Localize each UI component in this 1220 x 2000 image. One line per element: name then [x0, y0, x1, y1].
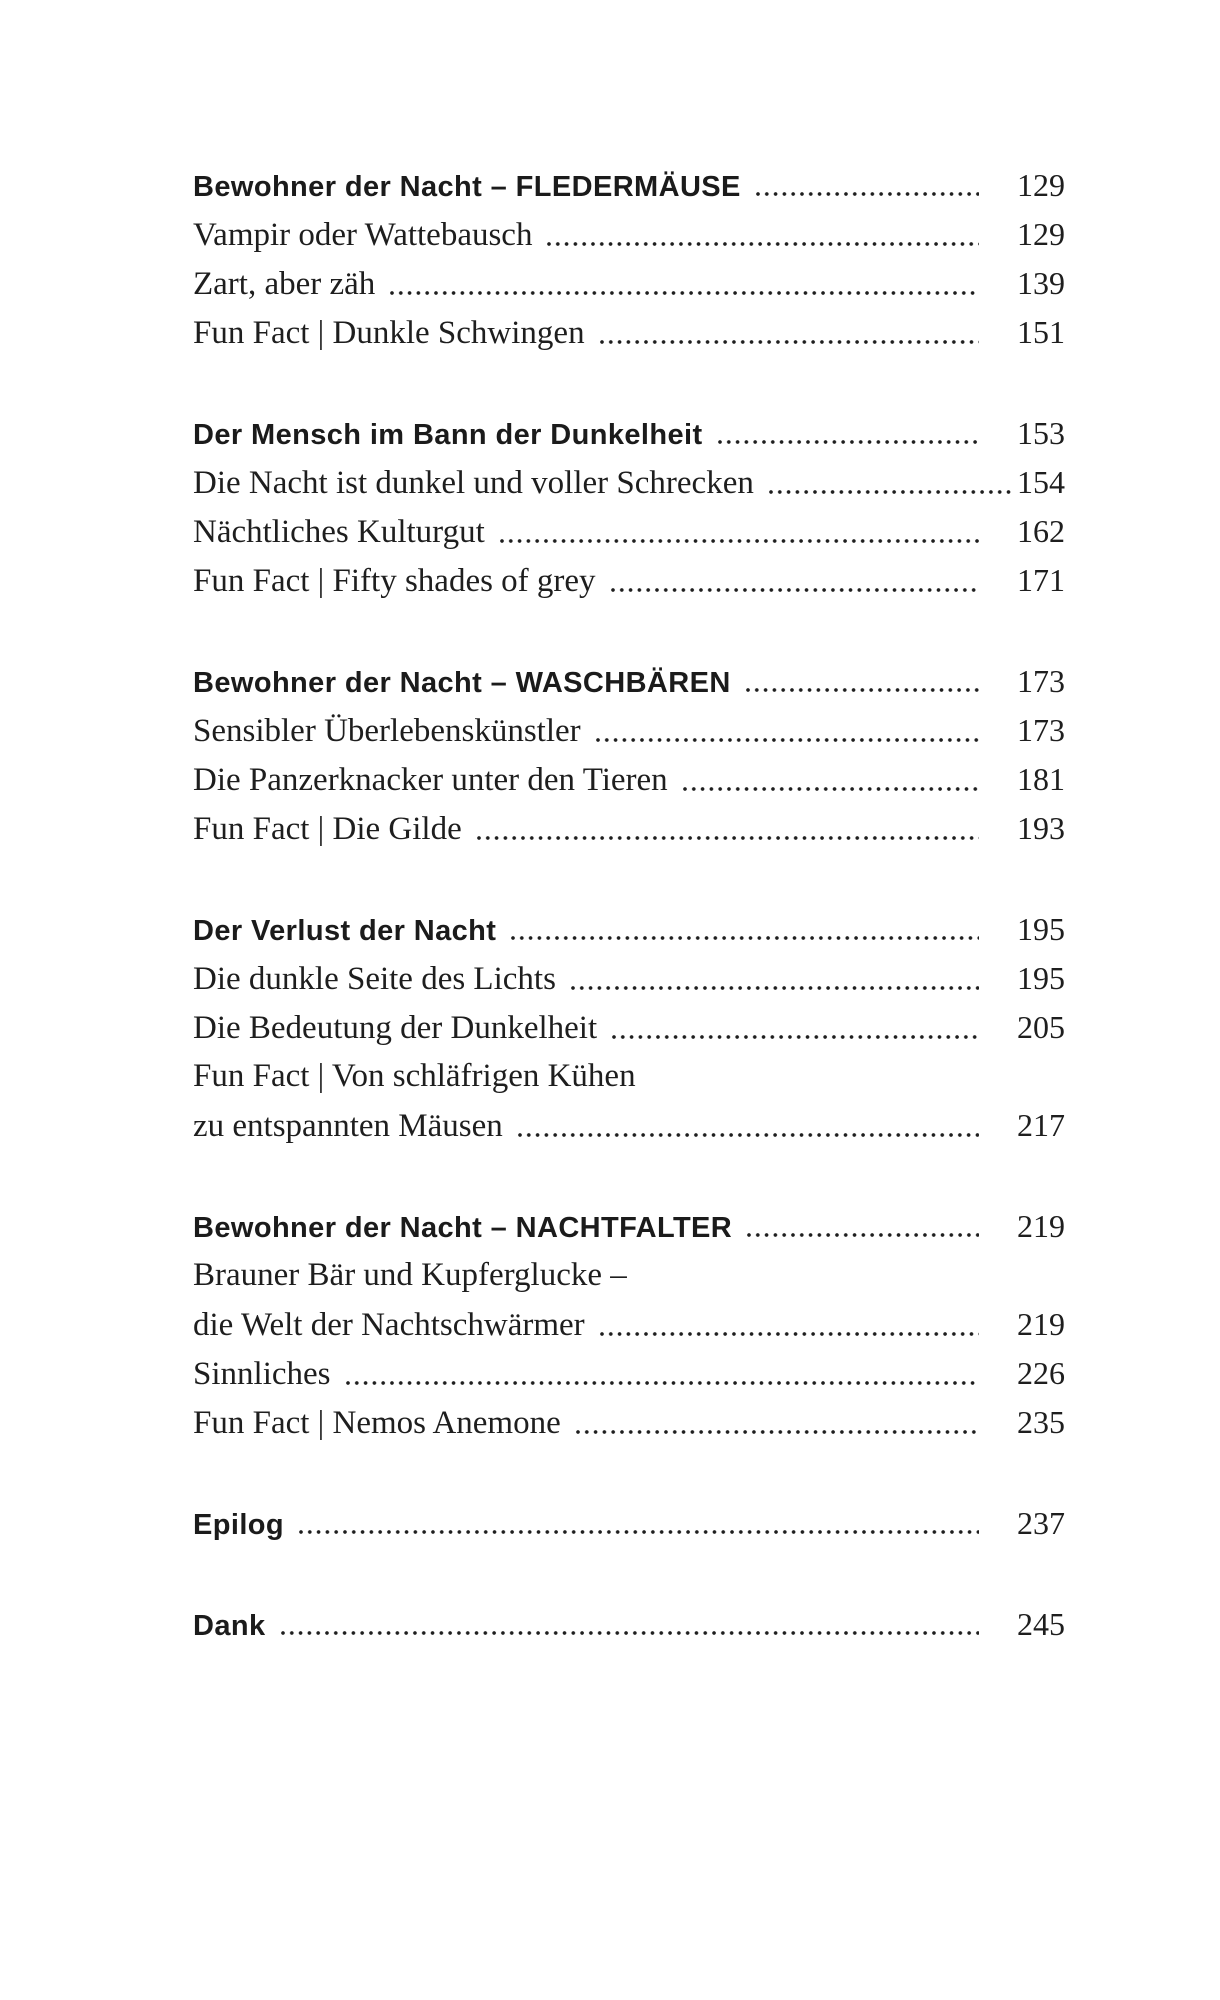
toc-entry — [193, 1003, 1065, 1052]
dotted-leader — [571, 986, 979, 990]
toc-entry-page: 217 — [1017, 1107, 1065, 1143]
toc-entry-label: Dank — [193, 1610, 266, 1642]
toc-entry — [193, 954, 1065, 1003]
dotted-leader — [477, 836, 979, 840]
dotted-leader — [769, 490, 1015, 494]
toc-entry-label: Fun Fact | Die Gilde — [193, 811, 462, 847]
toc-entry-page: 151 — [1017, 314, 1065, 350]
toc-entry-label: Die Panzerknacker unter den Tieren — [193, 762, 668, 798]
toc-entry-label: Bewohner der Nacht – NACHTFALTER — [193, 1212, 733, 1244]
toc-entry-page: 193 — [1017, 810, 1065, 846]
toc-entry — [193, 1101, 1065, 1150]
toc-entry-label: Epilog — [193, 1509, 285, 1541]
toc-entry-page: 173 — [1017, 663, 1065, 699]
toc-entry-label: Zart, aber zäh — [193, 266, 376, 302]
toc-entry-label: Nächtliches Kulturgut — [193, 514, 485, 550]
toc-entry-page: 129 — [1017, 167, 1065, 203]
toc-entry-page: 171 — [1017, 562, 1065, 598]
toc-entry-label: Die Bedeutung der Dunkelheit — [193, 1010, 598, 1046]
toc-section-heading — [193, 161, 1065, 210]
toc-entry-page: 153 — [1017, 415, 1065, 451]
toc-entry — [193, 507, 1065, 556]
toc-entry — [193, 210, 1065, 259]
toc-entry-wrap-line — [193, 1251, 1065, 1300]
toc-entry — [193, 1398, 1065, 1447]
toc-entry-page: 154 — [1017, 464, 1065, 500]
toc-section-heading — [193, 409, 1065, 458]
toc-entry-page: 129 — [1017, 216, 1065, 252]
toc-entry-label: Sinnliches — [193, 1356, 331, 1392]
dotted-leader — [600, 1332, 979, 1336]
toc-section-mensch-im-bann — [193, 409, 1065, 605]
toc-section-verlust-der-nacht — [193, 905, 1065, 1150]
toc-section-dank — [193, 1600, 1065, 1649]
toc-entry-page: 181 — [1017, 761, 1065, 797]
toc-section-fledermaeuse — [193, 161, 1065, 357]
toc-entry-label: Bewohner der Nacht – FLEDERMÄUSE — [193, 171, 741, 203]
toc-entry-page: 237 — [1017, 1505, 1065, 1541]
dotted-leader — [683, 787, 979, 791]
toc-entry — [193, 706, 1065, 755]
toc-entry-label: Bewohner der Nacht – WASCHBÄREN — [193, 667, 731, 699]
toc-entry-label: Fun Fact | Fifty shades of grey — [193, 563, 596, 599]
toc-entry-page: 205 — [1017, 1009, 1065, 1045]
dotted-leader — [518, 1133, 979, 1137]
toc-entry-label: zu entspannten Mäusen — [193, 1108, 503, 1144]
dotted-leader — [346, 1381, 980, 1385]
toc-section-nachtfalter — [193, 1202, 1065, 1447]
toc-entry-page: 245 — [1017, 1606, 1065, 1642]
toc-section-heading — [193, 1499, 1065, 1548]
toc-entry — [193, 308, 1065, 357]
toc-entry-page: 173 — [1017, 712, 1065, 748]
toc-entry — [193, 556, 1065, 605]
toc-entry — [193, 804, 1065, 853]
toc-entry — [193, 259, 1065, 308]
toc-section-heading — [193, 657, 1065, 706]
dotted-leader — [600, 340, 979, 344]
dotted-leader — [511, 936, 979, 940]
toc-entry-label: die Welt der Nachtschwärmer — [193, 1307, 585, 1343]
toc-section-heading — [193, 1202, 1065, 1251]
toc-entry-label: Die Nacht ist dunkel und voller Schrecken — [193, 465, 754, 501]
toc-entry-page: 235 — [1017, 1404, 1065, 1440]
toc-entry-label: Der Verlust der Nacht — [193, 915, 497, 947]
dotted-leader — [756, 192, 979, 196]
dotted-leader — [547, 242, 979, 246]
dotted-leader — [576, 1430, 979, 1434]
toc-entry-label: Brauner Bär und Kupferglucke – — [193, 1257, 627, 1293]
dotted-leader — [611, 588, 979, 592]
toc-entry-label: Vampir oder Wattebausch — [193, 217, 533, 253]
toc-section-epilog — [193, 1499, 1065, 1548]
dotted-leader — [718, 440, 979, 444]
toc-section-waschbaeren — [193, 657, 1065, 853]
toc-entry-label: Die dunkle Seite des Lichts — [193, 961, 556, 997]
toc-entry-page: 219 — [1017, 1306, 1065, 1342]
toc-section-heading — [193, 905, 1065, 954]
toc-entry-page: 195 — [1017, 911, 1065, 947]
toc-entry-page: 162 — [1017, 513, 1065, 549]
dotted-leader — [596, 738, 979, 742]
toc-entry-label: Fun Fact | Dunkle Schwingen — [193, 315, 585, 351]
dotted-leader — [746, 688, 979, 692]
toc-entry-page: 139 — [1017, 265, 1065, 301]
toc-section-heading — [193, 1600, 1065, 1649]
toc-entry-label: Fun Fact | Von schläfrigen Kühen — [193, 1058, 636, 1094]
toc-entry-page: 219 — [1017, 1208, 1065, 1244]
toc-entry — [193, 755, 1065, 804]
toc-entry — [193, 1300, 1065, 1349]
toc-entry — [193, 458, 1065, 507]
dotted-leader — [500, 539, 979, 543]
toc-entry-label: Fun Fact | Nemos Anemone — [193, 1405, 561, 1441]
dotted-leader — [281, 1631, 979, 1635]
toc-entry — [193, 1349, 1065, 1398]
toc-entry-wrap-line — [193, 1052, 1065, 1101]
toc-entry-page: 195 — [1017, 960, 1065, 996]
dotted-leader — [390, 291, 979, 295]
dotted-leader — [747, 1233, 979, 1237]
dotted-leader — [612, 1035, 979, 1039]
toc-entry-page: 226 — [1017, 1355, 1065, 1391]
toc-entry-label: Sensibler Überlebenskünstler — [193, 713, 581, 749]
dotted-leader — [299, 1530, 979, 1534]
toc-entry-label: Der Mensch im Bann der Dunkelheit — [193, 419, 703, 451]
